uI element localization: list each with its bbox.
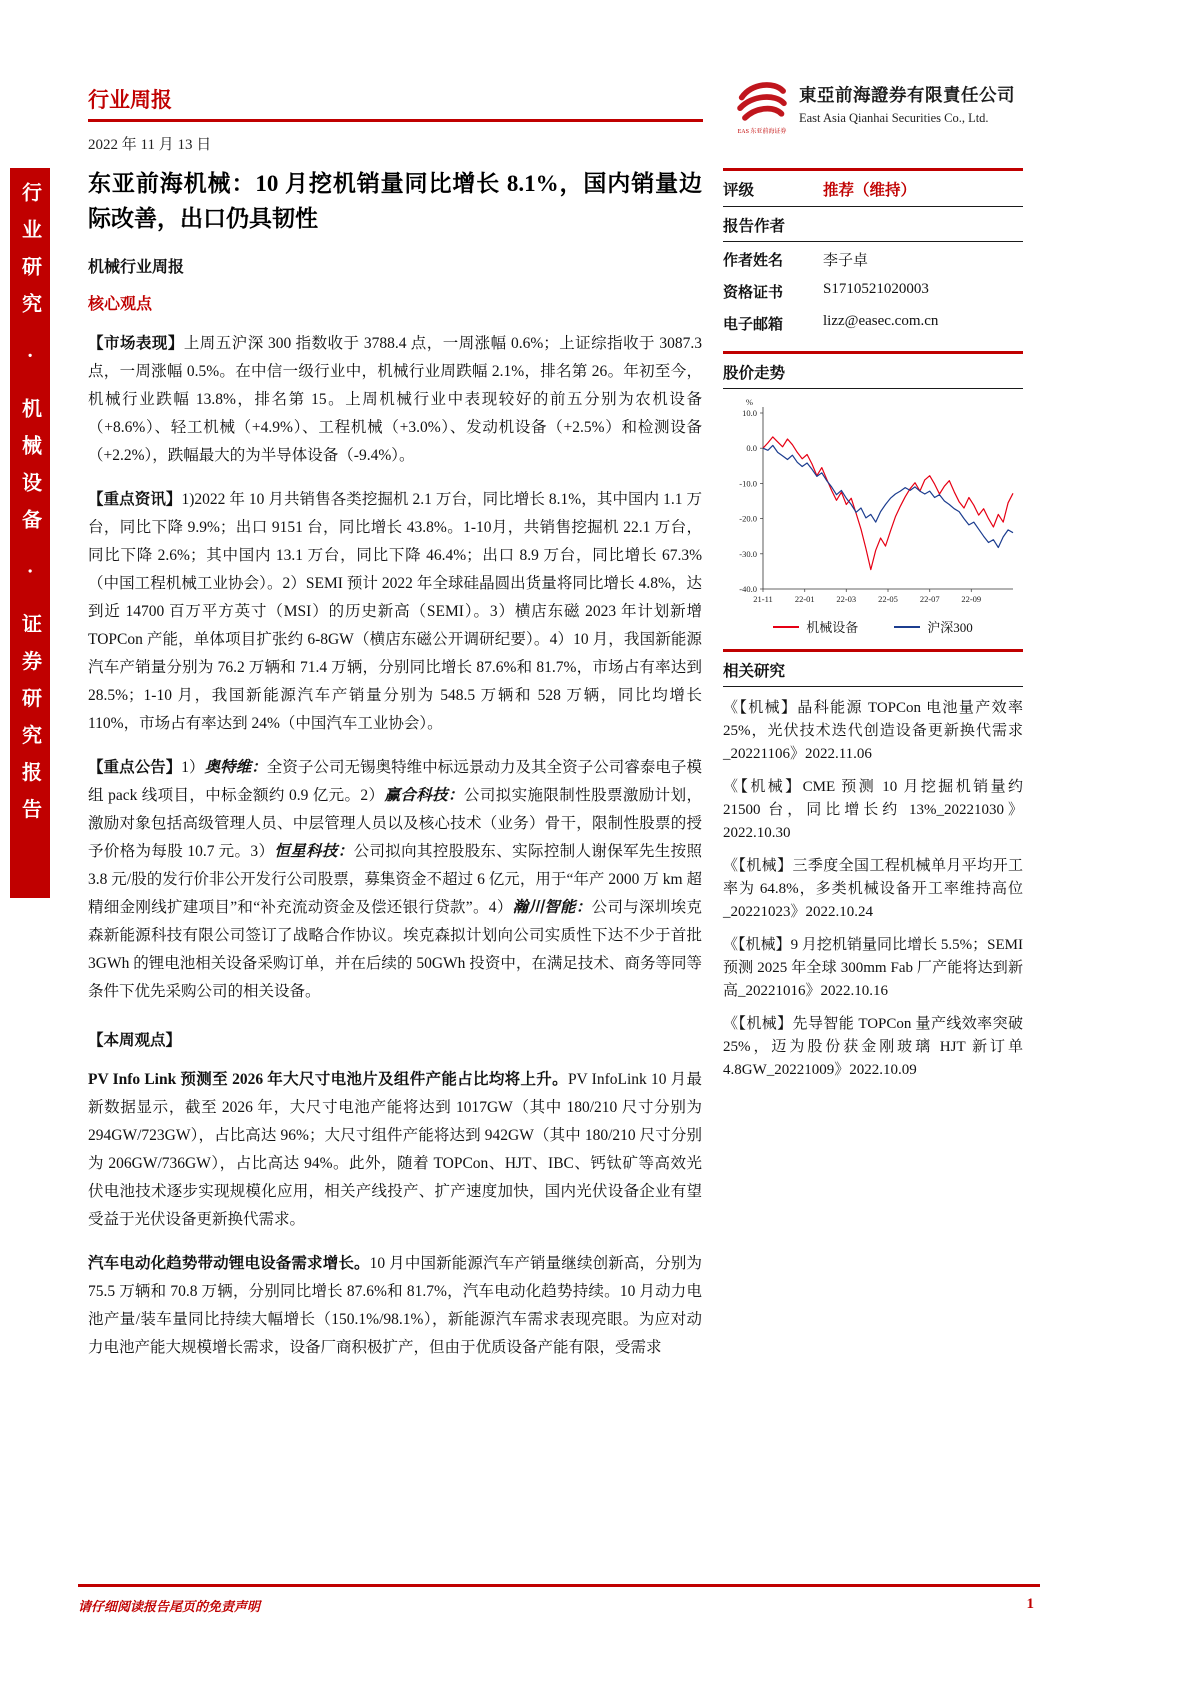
page-footer [78,1584,1040,1615]
announcement-text2: 公司拟实施限制性股票激励计划，激励对象包括高级管理人员、中层管理人员以及核心技术（业务）骨干，限制性股票的授予价格为每股 10.7 元。3） [88,787,702,860]
news-label: 【重点资讯】 [88,491,182,508]
report-date: 2022 年 11 月 13 日 [88,137,212,153]
rating-value: 推荐（维持） [823,182,917,199]
author-name-row [723,245,1023,274]
svg-text:%: % [745,397,753,407]
related-research-item: 《【机械】晶科能源 TOPCon 电池量产效率 25%，光伏技术迭代创造设备更新换代需求_20221106》2022.11.06 [723,700,1023,762]
email-value: lizz@easec.com.cn [823,313,939,329]
related-research-heading: 相关研究 [723,649,1023,687]
announcements-paragraph [88,754,702,1006]
svg-text:-30.0: -30.0 [739,548,757,559]
report-type-label: 行业周报 [88,88,172,112]
company-logo-icon [736,74,788,135]
report-subtitle: 机械行业周报 [88,259,185,276]
view-paragraph-ev [88,1250,702,1362]
view-paragraph-pv [88,1066,702,1234]
rating-row [723,168,1023,207]
view2-lead: 汽车电动化趋势带动锂电设备需求增长。 [88,1255,370,1272]
email-label: 电子邮箱 [723,317,784,333]
market-paragraph [88,330,702,470]
company-name-zh: 東亞前海證券有限責任公司 [799,85,1015,105]
company-name-en: East Asia Qianhai Securities Co., Ltd. [799,111,989,125]
company-name-hanchuan: 瀚川智能： [512,899,592,916]
report-body [88,166,702,1362]
news-text: 1)2022 年 10 月共销售各类挖掘机 2.1 万台，同比增长 8.1%，其中国内 1.1 万台，同比下降 9.9%；出口 9151 台，同比增长 43.8%。1-10月，共销售挖掘机 22.1 万台，同比下降 2.6%；其中国内 13.1 万台，同比下降 46.4%；出口 8.9 万台，同比增长 67.3%（中国工程机械工业协会）。2）SEMI 预计 2022 年全球硅晶圆出货量将同比增长 4.8%，达到近 14700 百万平方英寸（MSI）的历史新高（SEMI）。3）横店东磁 2023 年计划新增 TOPCon 产能，单体项目扩张约 6-8GW（横店东磁公开调研纪要）。4）10 月，我国新能源汽车产销量分别为 76.2 万辆和 71.4 万辆，分别同比增长 87.6%和 81.7%，市场占有率达到 28.5%；1-10 月，我国新能源汽车产销量分别为 548.5 万辆和 528 万辆，同比均增长 110%，市场占有率达到 24%（中国汽车工业协会）。 [88,491,702,732]
related-research-item: 《【机械】CME 预测 10 月挖掘机销量约 21500 台，同比增长约 13%_20221030》2022.10.30 [723,779,1023,841]
logo-caption: EAS 东亚前海证券 [737,129,787,135]
announcements-label: 【重点公告】 [88,759,182,776]
logo-swoosh-icon [736,74,788,126]
weekly-view-heading: 【本周观点】 [88,1032,182,1049]
legend-swatch-machinery [773,626,799,628]
company-name-aotewei: 奥特维： [204,759,267,776]
legend-label-machinery: 机械设备 [806,620,859,635]
company-name-hengxing: 恒星科技： [274,843,354,860]
company-names [799,74,1015,126]
announcement-text4: 公司与深圳埃克森新能源科技有限公司签订了战略合作协议。埃克森拟计划向公司实质性下达不少于首批 3GWh 的锂电池相关设备采购订单，并在后续的 50GWh 投资中，在满足技术、商务等同等条件下优先采购公司的相关设备。 [88,899,702,1000]
rating-label: 评级 [723,182,755,199]
svg-text:21-11: 21-11 [753,594,773,604]
header-underline [88,119,703,122]
brand-block [736,74,1015,135]
related-research-list [723,697,1023,1082]
report-sidebar [723,168,1023,1092]
author-section-heading: 报告作者 [723,207,1023,242]
announcement-text3: 公司拟向其控股股东、实际控制人谢保军先生按照 3.8 元/股的发行价非公开发行公司股票，募集资金不超过 6 亿元，用于“年产 2000 万 km 超精细金刚线扩建项目”和“补充流动资金及偿还银行贷款”。4） [88,843,702,916]
sidebar-vertical-text: 行业研究 · 机械设备 · 证券研究报告 [18,182,41,836]
view2-text: 10 月中国新能源汽车产销量继续创新高，分别为 75.5 万辆和 70.8 万辆，分别同比增长 87.6%和 81.7%，汽车电动化趋势持续。10 月动力电池产量/装车量同比持续大幅增长（150.1%/98.1%），新能源汽车需求表现亮眼。为应对动力电池产能大规模增长需求，设备厂商积极扩产，但由于优质设备产能有限，受需求 [88,1255,702,1356]
svg-text:0.0: 0.0 [746,443,757,454]
email-row [723,309,1023,338]
price-chart-heading: 股价走势 [723,351,1023,389]
market-label: 【市场表现】 [88,335,184,352]
author-name-label: 作者姓名 [723,253,784,269]
announcement-text1: 全资子公司无锡奥特维中标远景动力及其全资子公司睿泰电子模组 pack 线项目，中标金额约 0.9 亿元。2） [88,759,702,804]
svg-text:-40.0: -40.0 [739,584,757,594]
related-research-item: 《【机械】三季度全国工程机械单月平均开工率为 64.8%，多类机械设备开工率维持高位_20221023》2022.10.24 [723,858,1023,920]
legend-item-hs300 [894,617,973,636]
svg-text:22-07: 22-07 [919,594,940,604]
footer-disclaimer: 请仔细阅读报告尾页的免责声明 [78,1599,261,1614]
chart-legend [723,617,1023,636]
core-view-heading: 核心观点 [88,296,153,313]
legend-label-hs300: 沪深300 [927,620,973,635]
legend-item-machinery [773,617,858,636]
left-category-bar [10,168,50,898]
cert-label: 资格证书 [723,285,784,301]
price-chart [723,397,1023,636]
svg-text:22-01: 22-01 [794,594,815,604]
svg-text:22-09: 22-09 [961,594,982,604]
related-research-item: 《【机械】9 月挖机销量同比增长 5.5%；SEMI 预测 2025 年全球 300mm Fab 厂产能将达到新高_20221016》2022.10.16 [723,937,1023,999]
author-name-value: 李子卓 [823,253,869,269]
related-research-item: 《【机械】先导智能 TOPCon 量产线效率突破 25%，迈为股份获金刚玻璃 HJT 新订单 4.8GW_20221009》2022.10.09 [723,1016,1023,1078]
announcement-seg1: 1） [181,759,205,776]
cert-row [723,277,1023,306]
svg-text:22-05: 22-05 [878,594,898,604]
legend-swatch-hs300 [894,626,920,628]
news-paragraph [88,486,702,738]
company-name-yinghe: 赢合科技： [384,787,464,804]
svg-text:-20.0: -20.0 [739,513,757,524]
price-chart-svg [723,397,1023,615]
market-text: 上周五沪深 300 指数收于 3788.4 点，一周涨幅 0.6%；上证综指收于 3087.3 点，一周涨幅 0.5%。在中信一级行业中，机械行业周跌幅 2.1%，排名第 26。年初至今，机械行业跌幅 13.8%，排名第 15。上周机械行业中表现较好的前五分别为农机设备（+8.6%）、轻工机械（+4.9%）、工程机械（+3.0%）、发动机设备（+2.5%）和检测设备（+2.2%），跌幅最大的为半导体设备（-9.4%）。 [88,335,702,464]
svg-text:10.0: 10.0 [742,408,757,418]
svg-text:22-03: 22-03 [836,594,857,604]
report-title: 东亚前海机械：10 月挖机销量同比增长 8.1%，国内销量边际改善，出口仍具韧性 [88,171,702,231]
svg-text:-10.0: -10.0 [739,478,757,489]
view1-lead: PV Info Link 预测至 2026 年大尺寸电池片及组件产能占比均将上升。 [88,1071,568,1088]
cert-value: S1710521020003 [823,281,929,297]
view1-text: PV InfoLink 10 月最新数据显示，截至 2026 年，大尺寸电池产能将达到 1017GW（其中 180/210 尺寸分别为 294GW/723GW），占比高达 96%；大尺寸组件产能将达到 942GW（其中 180/210 尺寸分别为 206GW/736GW），占比高达 94%。此外，随着 TOPCon、HJT、IBC、钙钛矿等高效光伏电池技术逐步实现规模化应用，相关产线投产、扩产速度加快，国内光伏设备企业有望受益于光伏设备更新换代需求。 [88,1071,702,1228]
page-number: 1 [1026,1596,1034,1612]
